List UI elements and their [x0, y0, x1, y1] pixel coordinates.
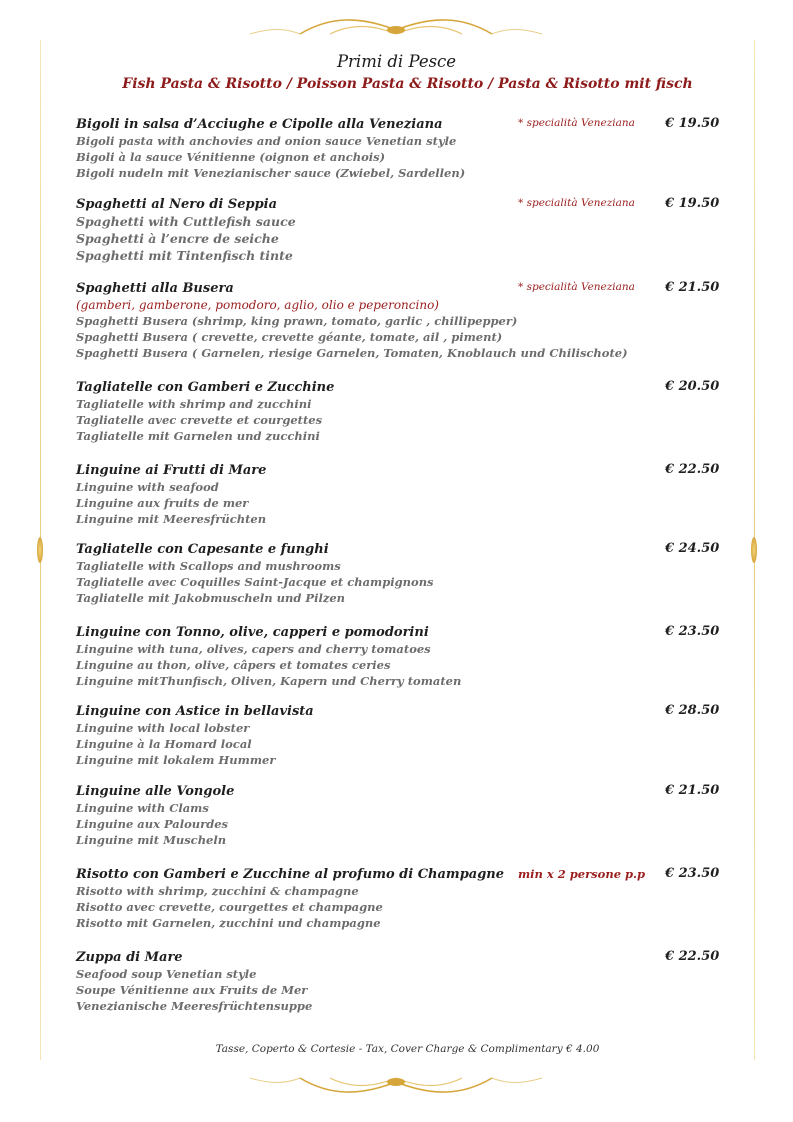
dish-price: € 24.50	[665, 541, 720, 556]
menu-item-tagliatelle-gamberi	[76, 379, 720, 444]
dish-note: min x 2 persone p.p	[518, 867, 646, 881]
dish-desc-de: Spaghetti Busera ( Garnelen, riesige Garnelen, Tomaten, Knoblauch und Chilischote)	[76, 346, 628, 360]
dish-price: € 23.50	[665, 866, 720, 881]
dish-desc-en: Spaghetti Busera (shrimp, king prawn, tomato, garlic , chillipepper)	[76, 314, 518, 328]
dish-name: Linguine con Tonno, olive, capperi e pomodorini	[76, 625, 429, 640]
dish-desc-fr: Spaghetti Busera ( crevette, crevette géante, tomate, ail , piment)	[76, 330, 503, 344]
menu-item-risotto-champagne	[76, 866, 720, 931]
dish-price: € 22.50	[665, 949, 720, 964]
dish-name: Spaghetti al Nero di Seppia	[76, 197, 278, 212]
dish-name: Tagliatelle con Gamberi e Zucchine	[76, 380, 335, 395]
dish-desc-en: Spaghetti with Cuttlefish sauce	[76, 214, 296, 229]
dish-name: Risotto con Gamberi e Zucchine al profumo di Champagne	[76, 867, 505, 882]
dish-desc-de: Linguine mitThunfisch, Oliven, Kapern und Cherry tomaten	[76, 674, 462, 688]
dish-desc-fr: Soupe Vénitienne aux Fruits de Mer	[76, 983, 308, 997]
dish-desc-en: Linguine with seafood	[76, 480, 219, 494]
dish-desc-en: Linguine with tuna, olives, capers and cherry tomatoes	[76, 642, 431, 656]
dish-name: Spaghetti alla Busera	[76, 281, 234, 296]
top-ornament-icon	[0, 12, 793, 44]
left-gem-icon	[37, 537, 43, 563]
dish-desc-de: Tagliatelle mit Jakobmuscheln und Pilzen	[76, 591, 346, 605]
dish-desc-fr: Linguine aux fruits de mer	[76, 496, 249, 510]
dish-price: € 21.50	[665, 280, 720, 295]
dish-price: € 20.50	[665, 379, 720, 394]
dish-note: * specialità Veneziana	[518, 281, 635, 293]
dish-desc-fr: Tagliatelle avec crevette et courgettes	[76, 413, 323, 427]
dish-price: € 22.50	[665, 462, 720, 477]
dish-desc-en: Linguine with Clams	[76, 801, 209, 815]
dish-price: € 23.50	[665, 624, 720, 639]
dish-name: Tagliatelle con Capesante e funghi	[76, 542, 329, 557]
dish-desc-en: Seafood soup Venetian style	[76, 967, 257, 981]
dish-desc-fr: Risotto avec crevette, courgettes et champagne	[76, 900, 383, 914]
right-gem-icon	[751, 537, 757, 563]
dish-desc-de: Risotto mit Garnelen, zucchini und champagne	[76, 916, 381, 930]
dish-desc-en: Tagliatelle with shrimp and zucchini	[76, 397, 312, 411]
dish-note: * specialità Veneziana	[518, 197, 635, 209]
menu-item-linguine-frutti	[76, 462, 720, 527]
menu-item-bigoli	[76, 116, 720, 181]
dish-price: € 21.50	[665, 783, 720, 798]
page-title: Primi di Pesce	[336, 52, 457, 71]
cover-charge-note: Tasse, Coperto & Cortesie - Tax, Cover Charge & Complimentary € 4.00	[215, 1043, 600, 1055]
menu-item-zuppa-mare	[76, 949, 720, 1014]
dish-desc-fr: Spaghetti à l’encre de seiche	[76, 231, 279, 246]
menu-item-spaghetti-busera	[76, 280, 720, 361]
dish-desc-fr: Linguine au thon, olive, câpers et tomates ceries	[76, 658, 391, 672]
dish-desc-en: Bigoli pasta with anchovies and onion sauce Venetian style	[76, 134, 457, 148]
dish-name: Linguine alle Vongole	[76, 784, 235, 799]
dish-name: Zuppa di Mare	[76, 950, 183, 965]
dish-desc-fr: Bigoli à la sauce Vénitienne (oignon et anchois)	[76, 150, 386, 164]
dish-desc-en: Linguine with local lobster	[76, 721, 250, 735]
dish-desc-de: Linguine mit lokalem Hummer	[76, 753, 276, 767]
dish-note: * specialità Veneziana	[518, 117, 635, 129]
dish-desc-fr: Linguine aux Palourdes	[76, 817, 229, 831]
dish-name: Linguine ai Frutti di Mare	[76, 463, 267, 478]
dish-desc-de: Venezianische Meeresfrüchtensuppe	[76, 999, 313, 1013]
dish-desc-fr: Linguine à la Homard local	[76, 737, 252, 751]
dish-desc-en: Risotto with shrimp, zucchini & champagne	[76, 884, 359, 898]
dish-price: € 19.50	[665, 116, 720, 131]
menu-item-linguine-tonno	[76, 624, 720, 689]
dish-ingredients: (gamberi, gamberone, pomodoro, aglio, olio e peperoncino)	[76, 298, 439, 312]
dish-desc-de: Spaghetti mit Tintenfisch tinte	[76, 248, 293, 263]
dish-desc-de: Linguine mit Meeresfrüchten	[76, 512, 267, 526]
dish-name: Linguine con Astice in bellavista	[76, 704, 314, 719]
dish-desc-de: Bigoli nudeln mit Venezianischer sauce (Zwiebel, Sardellen)	[76, 166, 466, 180]
menu-item-linguine-vongole	[76, 783, 720, 848]
menu-item-spaghetti-nero	[76, 196, 720, 264]
bottom-ornament-icon	[0, 1068, 793, 1100]
menu-item-tagliatelle-capesante	[76, 541, 720, 606]
dish-name: Bigoli in salsa d’Acciughe e Cipolle alla Veneziana	[76, 117, 443, 132]
dish-desc-en: Tagliatelle with Scallops and mushrooms	[76, 559, 341, 573]
menu-item-linguine-astice	[76, 703, 720, 768]
dish-desc-de: Tagliatelle mit Garnelen und zucchini	[76, 429, 320, 443]
dish-price: € 28.50	[665, 703, 720, 718]
page-subtitle: Fish Pasta & Risotto / Poisson Pasta & Risotto / Pasta & Risotto mit fisch	[122, 76, 693, 92]
dish-desc-de: Linguine mit Muscheln	[76, 833, 227, 847]
dish-price: € 19.50	[665, 196, 720, 211]
dish-desc-fr: Tagliatelle avec Coquilles Saint-Jacque et champignons	[76, 575, 434, 589]
